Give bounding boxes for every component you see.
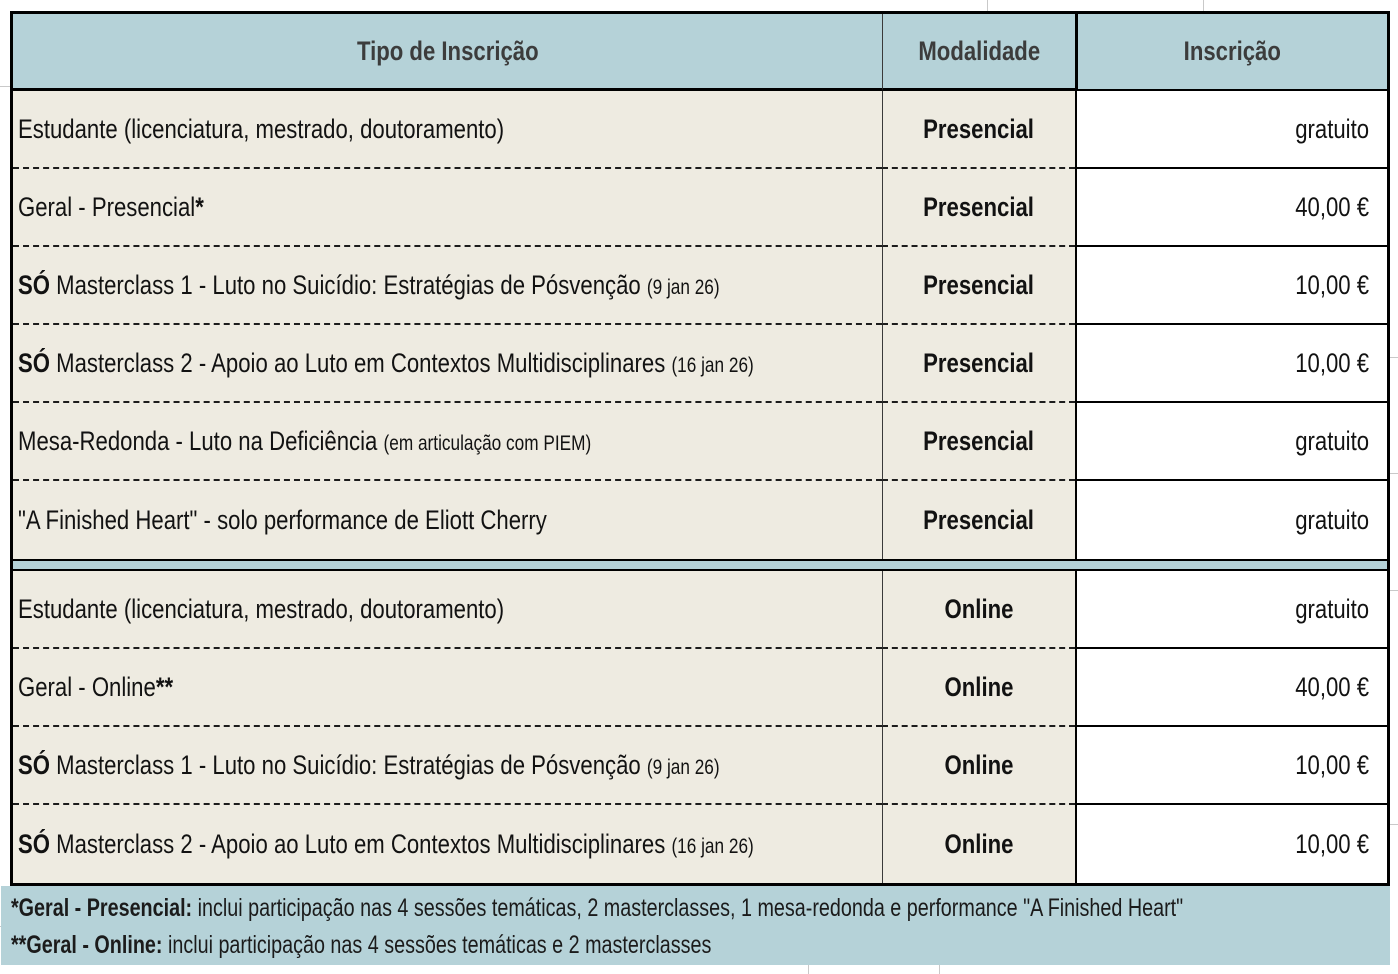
tipo-note: (em articulação com PIEM): [383, 431, 592, 455]
modalidade-value: Online: [944, 671, 1014, 702]
table-cell-tipo: [13, 91, 882, 169]
footnote-geral-presencial: [11, 890, 1390, 927]
section-separator-band: [13, 559, 1387, 571]
table-cell-inscricao: [1075, 403, 1387, 481]
footnotes-band: [1, 886, 1390, 965]
tipo-text: Estudante (licenciatura, mestrado, doutoramento): [18, 113, 505, 144]
grid-line: [808, 965, 809, 974]
tipo-note: (16 jan 26): [671, 834, 754, 858]
inscricao-value: 10,00 €: [1295, 347, 1369, 378]
footnote-text: inclui participação nas 4 sessões temáticas, 2 masterclasses, 1 mesa-redonda e performance "A Finished Heart": [192, 894, 1184, 922]
modalidade-value: Online: [944, 828, 1014, 859]
tipo-text: "A Finished Heart" - solo performance de Eliott Cherry: [18, 504, 547, 535]
tipo-note: (9 jan 26): [646, 755, 720, 779]
modalidade-value: Online: [944, 749, 1014, 780]
grid-line: [1203, 0, 1204, 11]
tipo-bold: SÓ: [18, 749, 50, 780]
tipo-text: Geral - Online: [18, 671, 156, 702]
modalidade-value: Presencial: [923, 191, 1035, 222]
table-cell-tipo: [13, 325, 882, 403]
header-tipo-de-inscricao: [13, 14, 882, 91]
table-cell-inscricao: [1075, 805, 1387, 883]
header-modalidade: [882, 14, 1075, 91]
footnote-geral-online: [11, 927, 1390, 964]
table-cell-inscricao: [1075, 169, 1387, 247]
footnote-bold: *Geral - Presencial:: [11, 894, 193, 922]
table-cell-inscricao: [1075, 325, 1387, 403]
table-cell-tipo: [13, 727, 882, 805]
inscricao-value: gratuito: [1295, 113, 1369, 144]
inscricao-value: 40,00 €: [1295, 671, 1369, 702]
tipo-note: (9 jan 26): [646, 275, 720, 299]
tipo-text: Geral - Presencial: [18, 191, 196, 222]
modalidade-value: Presencial: [923, 504, 1035, 535]
tipo-bold: SÓ: [18, 828, 50, 859]
inscricao-value: gratuito: [1295, 504, 1369, 535]
footnote-bold: **Geral - Online:: [11, 931, 163, 959]
modalidade-value: Presencial: [923, 347, 1035, 378]
header-modalidade-label: Modalidade: [918, 35, 1040, 66]
table-cell-modalidade: [882, 805, 1075, 883]
tipo-bold: SÓ: [18, 347, 50, 378]
modalidade-value: Online: [944, 593, 1014, 624]
grid-line: [1390, 357, 1398, 358]
tipo-text: Estudante (licenciatura, mestrado, doutoramento): [18, 593, 505, 624]
modalidade-value: Presencial: [923, 113, 1035, 144]
table-cell-modalidade: [882, 727, 1075, 805]
table-cell-tipo: [13, 571, 882, 649]
table-cell-modalidade: [882, 649, 1075, 727]
table-cell-inscricao: [1075, 481, 1387, 559]
table-cell-modalidade: [882, 325, 1075, 403]
modalidade-value: Presencial: [923, 269, 1035, 300]
table-cell-inscricao: [1075, 247, 1387, 325]
table-cell-modalidade: [882, 481, 1075, 559]
tipo-asterisk: *: [195, 191, 204, 222]
grid-line: [1390, 590, 1398, 591]
header-inscricao: [1075, 14, 1387, 91]
header-tipo-label: Tipo de Inscrição: [356, 35, 539, 66]
footnote-text: inclui participação nas 4 sessões temáticas e 2 masterclasses: [162, 931, 712, 959]
table-cell-modalidade: [882, 571, 1075, 649]
table-cell-inscricao: [1075, 571, 1387, 649]
table-cell-inscricao: [1075, 91, 1387, 169]
grid-line: [987, 0, 988, 11]
tipo-text: Masterclass 2 - Apoio ao Luto em Contextos Multidisciplinares: [49, 347, 672, 378]
header-inscricao-label: Inscrição: [1183, 36, 1282, 66]
table-cell-inscricao: [1075, 727, 1387, 805]
inscricao-value: gratuito: [1295, 425, 1369, 456]
registration-table: [10, 11, 1390, 886]
tipo-bold: SÓ: [18, 269, 50, 300]
tipo-note: (16 jan 26): [671, 353, 754, 377]
table-cell-tipo: [13, 247, 882, 325]
tipo-text: Mesa-Redonda - Luto na Deficiência: [18, 425, 384, 456]
modalidade-value: Presencial: [923, 425, 1035, 456]
tipo-text: Masterclass 2 - Apoio ao Luto em Contextos Multidisciplinares: [49, 828, 672, 859]
tipo-asterisk: **: [155, 671, 174, 702]
table-cell-modalidade: [882, 403, 1075, 481]
grid-line: [1390, 824, 1398, 825]
grid-line: [0, 86, 10, 87]
inscricao-value: 10,00 €: [1295, 828, 1369, 859]
inscricao-value: 10,00 €: [1295, 269, 1369, 300]
table-cell-inscricao: [1075, 649, 1387, 727]
table-cell-modalidade: [882, 247, 1075, 325]
inscricao-value: 10,00 €: [1295, 749, 1369, 780]
table-cell-modalidade: [882, 169, 1075, 247]
table-cell-tipo: [13, 169, 882, 247]
inscricao-value: 40,00 €: [1295, 191, 1369, 222]
grid-line: [939, 965, 940, 974]
table-cell-tipo: [13, 481, 882, 559]
table-cell-tipo: [13, 805, 882, 883]
inscricao-value: gratuito: [1295, 593, 1369, 624]
grid-line: [1390, 473, 1398, 474]
table-cell-modalidade: [882, 91, 1075, 169]
table-cell-tipo: [13, 403, 882, 481]
tipo-text: Masterclass 1 - Luto no Suicídio: Estratégias de Pósvenção: [49, 749, 647, 780]
tipo-text: Masterclass 1 - Luto no Suicídio: Estratégias de Pósvenção: [49, 269, 647, 300]
table-cell-tipo: [13, 649, 882, 727]
